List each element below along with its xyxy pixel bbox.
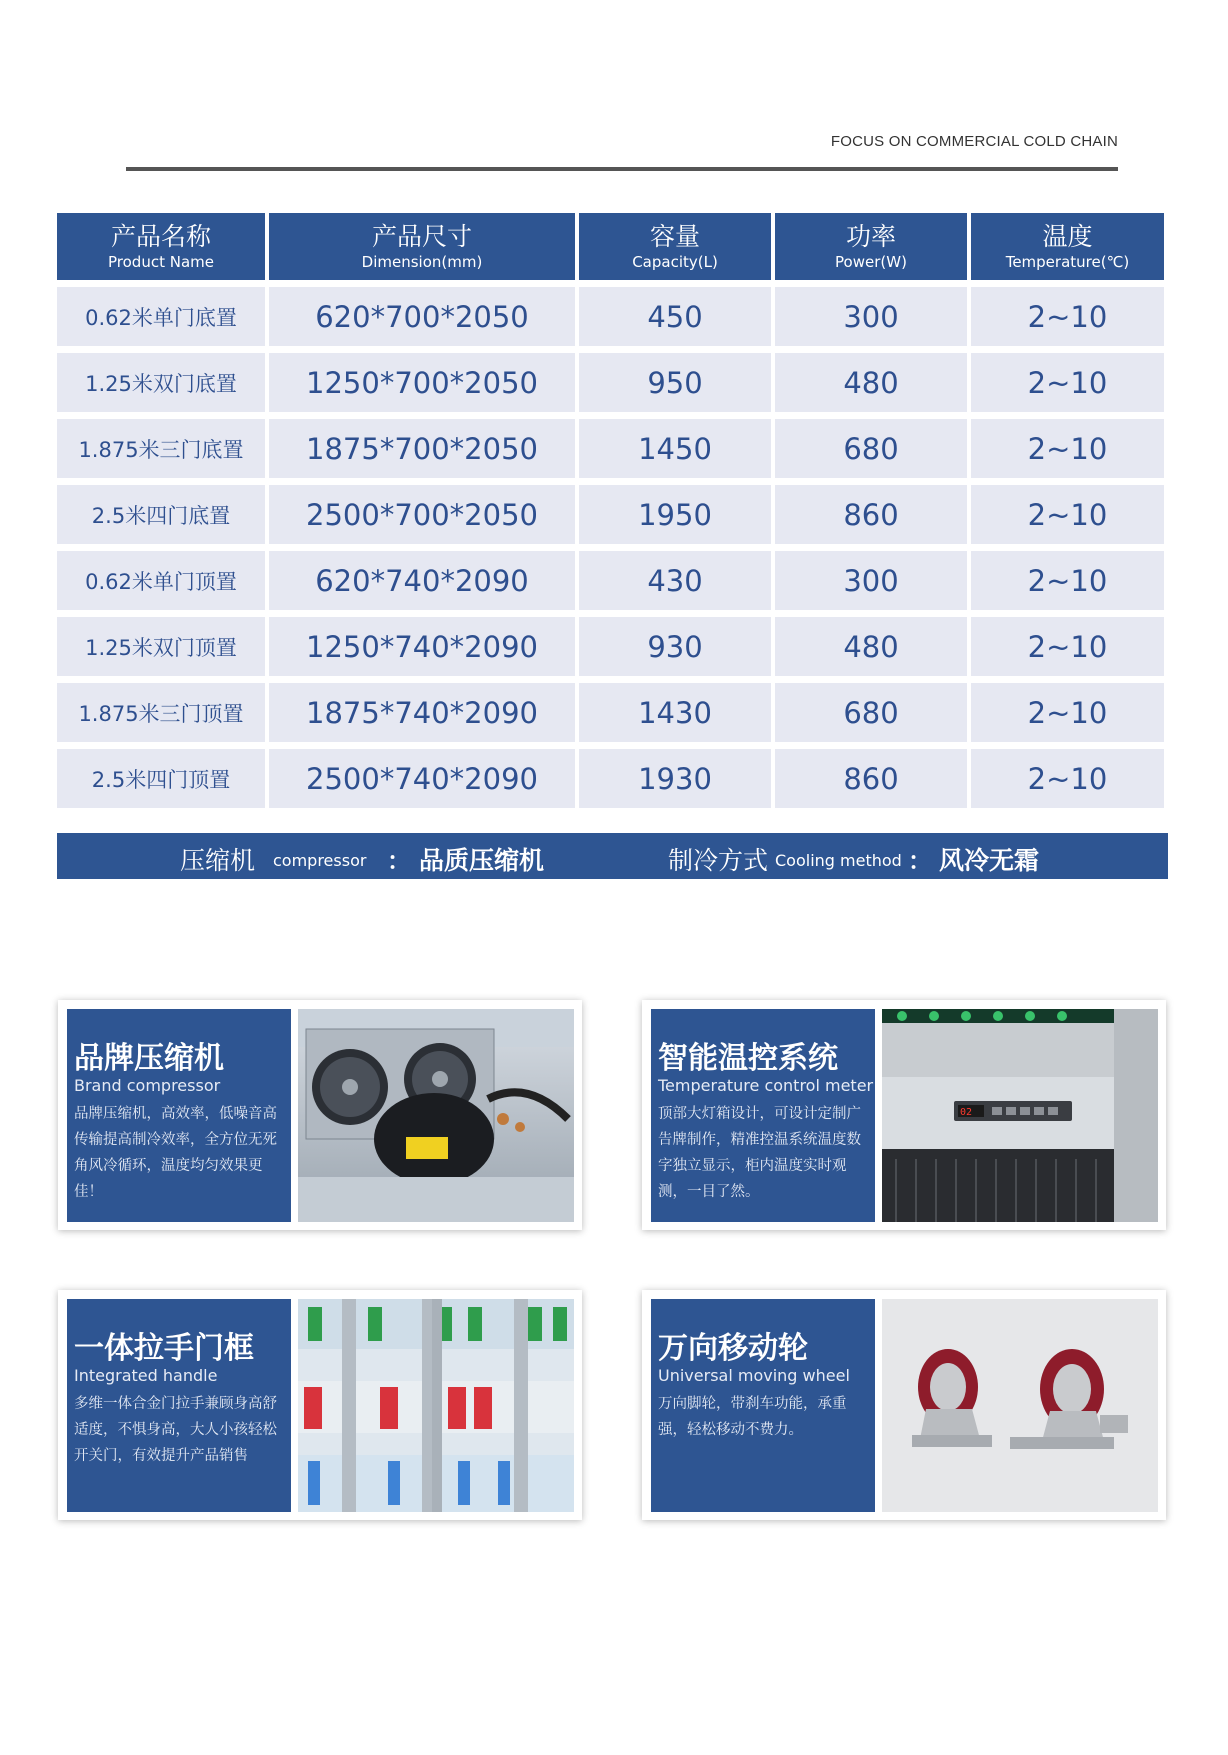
feature-subtitle: Integrated handle [74,1366,218,1385]
cell-capacity: 950 [579,353,771,412]
cell-dimension: 1875*740*2090 [269,683,575,742]
cell-capacity: 1450 [579,419,771,478]
compressor-label: 压缩机 [180,846,256,875]
cell-power: 300 [775,551,967,610]
cell-product-name: 2.5米四门顶置 [57,749,265,808]
cell-dimension: 1250*740*2090 [269,617,575,676]
compressor-label-en: compressor [273,851,367,870]
column-header-temperature: 温度 Temperature(℃) [971,213,1164,280]
cell-temperature: 2~10 [971,287,1164,346]
cell-power: 480 [775,617,967,676]
cell-power: 300 [775,287,967,346]
column-header-capacity: 容量 Capacity(L) [579,213,771,280]
feature-card-compressor [58,1000,582,1230]
cell-capacity: 450 [579,287,771,346]
cell-capacity: 1950 [579,485,771,544]
cell-product-name: 0.62米单门顶置 [57,551,265,610]
feature-subtitle: Universal moving wheel [658,1366,850,1385]
cell-temperature: 2~10 [971,551,1164,610]
cooling-method-value: 风冷无霜 [939,846,1040,875]
cell-dimension: 620*740*2090 [269,551,575,610]
fridge-door-photo [298,1299,574,1512]
control-panel-photo [882,1009,1158,1222]
cooling-method-label: 制冷方式 [668,846,769,875]
cell-product-name: 1.25米双门顶置 [57,617,265,676]
cell-dimension: 1250*700*2050 [269,353,575,412]
table-row [57,749,1168,808]
feature-description: 顶部大灯箱设计，可设计定制广告牌制作，精准控温系统温度数字独立显示，柜内温度实时观测，一目了然。 [658,1106,861,1200]
table-row [57,683,1168,742]
cell-dimension: 2500*740*2090 [269,749,575,808]
feature-text-panel [651,1009,875,1222]
header-divider [126,167,1118,171]
cell-product-name: 1.875米三门顶置 [57,683,265,742]
spec-table [57,213,1168,808]
cell-power: 480 [775,353,967,412]
cell-temperature: 2~10 [971,683,1164,742]
feature-text-panel [651,1299,875,1512]
table-row [57,485,1168,544]
feature-description: 多维一体合金门拉手兼顾身高舒适度，不惧身高，大人小孩轻松开关门，有效提升产品销售 [74,1396,277,1464]
feature-title: 万向移动轮 [658,1331,808,1366]
column-header-product-name: 产品名称 Product Name [57,213,265,280]
cell-power: 860 [775,749,967,808]
cell-product-name: 2.5米四门底置 [57,485,265,544]
column-header-power: 功率 Power(W) [775,213,967,280]
compressor-photo [298,1009,574,1222]
cell-temperature: 2~10 [971,617,1164,676]
cooling-method-label-en: Cooling method [775,851,902,870]
cell-dimension: 2500*700*2050 [269,485,575,544]
cell-product-name: 0.62米单门底置 [57,287,265,346]
cell-product-name: 1.25米双门底置 [57,353,265,412]
feature-description: 品牌压缩机，高效率，低噪音高传输提高制冷效率，全方位无死角风冷循环，温度均匀效果更佳！ [74,1106,277,1200]
feature-title: 品牌压缩机 [74,1041,224,1076]
feature-subtitle: Temperature control meter [658,1076,874,1095]
cell-capacity: 1930 [579,749,771,808]
cell-temperature: 2~10 [971,353,1164,412]
cell-power: 680 [775,419,967,478]
cell-capacity: 930 [579,617,771,676]
feature-title: 一体拉手门框 [74,1331,254,1366]
compressor-value: 品质压缩机 [419,846,545,875]
feature-description: 万向脚轮，带刹车功能，承重强，轻松移动不费力。 [658,1396,847,1438]
cooling-method-colon: ： [908,847,932,875]
feature-text-panel [67,1009,291,1222]
compressor-colon: ： [387,847,411,875]
cell-temperature: 2~10 [971,485,1164,544]
feature-text-panel [67,1299,291,1512]
cell-capacity: 430 [579,551,771,610]
feature-card-temperature-control [642,1000,1166,1230]
table-row [57,419,1168,478]
table-row [57,551,1168,610]
table-header [57,213,1168,280]
header-tagline: FOCUS ON COMMERCIAL COLD CHAIN [830,133,1118,150]
feature-subtitle: Brand compressor [74,1076,221,1095]
cell-temperature: 2~10 [971,749,1164,808]
feature-card-integrated-handle [58,1290,582,1520]
caster-wheel-photo [882,1299,1158,1512]
cell-power: 680 [775,683,967,742]
cell-temperature: 2~10 [971,419,1164,478]
feature-title: 智能温控系统 [658,1041,838,1076]
cell-capacity: 1430 [579,683,771,742]
summary-bar [57,833,1168,879]
cell-power: 860 [775,485,967,544]
table-row [57,287,1168,346]
cell-dimension: 620*700*2050 [269,287,575,346]
table-row [57,353,1168,412]
table-row [57,617,1168,676]
cell-dimension: 1875*700*2050 [269,419,575,478]
feature-card-moving-wheel [642,1290,1166,1520]
temperature-display-reading: 02 [960,1107,973,1118]
column-header-dimension: 产品尺寸 Dimension(mm) [269,213,575,280]
cell-product-name: 1.875米三门底置 [57,419,265,478]
